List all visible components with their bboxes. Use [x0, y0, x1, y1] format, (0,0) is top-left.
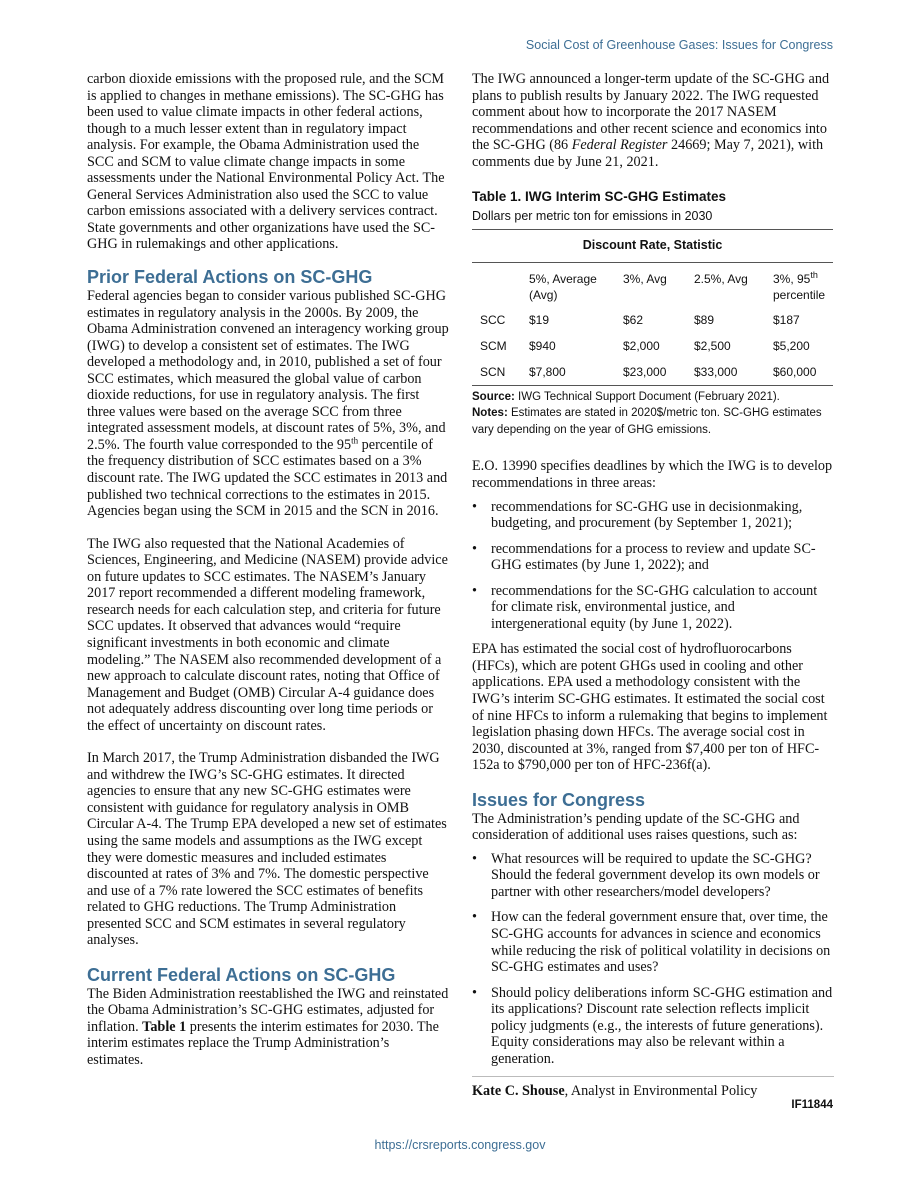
superscript: th [351, 435, 359, 446]
table-cell: $940 [529, 338, 556, 353]
table-group-header-row [472, 230, 833, 263]
source-text: IWG Technical Support Document (February 2021). [514, 390, 780, 403]
table-group-header: Discount Rate, Statistic [472, 230, 833, 263]
paragraph-text: 24669; May 7, 2021), with comments due by June 21, 2021. [472, 137, 824, 170]
paragraph: carbon dioxide emissions with the proposed rule, and the SCM is applied to changes in methane emissions). The SC-GHG has been used to value climate impacts in other federal actions, though to a much lesser extent than in regulatory impact analysis. For example, the Obama Administration used the SCC and SCM to value climate change impacts in some assessments under the National Environmental Policy Act. The General Services Administration also used the SCC to value carbon emissions associated with a delivery services contract. State governments and other organizations have used the SC-GHG in rulemakings and other applications. [87, 71, 445, 253]
section-heading-current-federal-actions: Current Federal Actions on SC-GHG [87, 964, 396, 985]
table-cell: $60,000 [773, 359, 833, 386]
table-notes [472, 389, 834, 439]
table-title: Table 1. IWG Interim SC-GHG Estimates [472, 189, 727, 205]
table-cell: $19 [529, 312, 550, 327]
table-column-header-row [472, 262, 833, 307]
table-corner-cell [472, 262, 529, 307]
column-header: 2.5%, Avg [694, 271, 748, 286]
paragraph [87, 986, 449, 1069]
estimates-table [472, 229, 833, 386]
list-item-text: recommendations for a process to review and update SC-GHG estimates (by June 1, 2022); and [491, 540, 816, 574]
author-title: , Analyst in Environmental Policy [564, 1083, 758, 1100]
paragraph: E.O. 13990 specifies deadlines by which the IWG is to develop recommendations in three areas: [472, 458, 833, 491]
paragraph: EPA has estimated the social cost of hydrofluorocarbons (HFCs), which are potent GHGs used in cooling and other applications. EPA used a methodology consistent with the IWG’s interim SC-GHG estimates. It estimated the social cost of nine HFCs to inform a rulemaking that begins to implement legislation phasing down HFCs. The average social cost in 2030, discounted at 3%, ranged from $7,400 per ton of HFC-152a to $790,000 per ton of HFC-236f(a). [472, 641, 828, 774]
section-heading-issues-for-congress: Issues for Congress [472, 789, 646, 810]
list-item [472, 851, 834, 901]
bullet-icon: • [472, 850, 477, 867]
table-reference: Table 1 [142, 1018, 187, 1035]
right-column [472, 71, 834, 1100]
notes-text: Estimates are stated in 2020$/metric ton. SC-GHG estimates vary depending on the year of GHG emissions. [472, 407, 822, 436]
column-header-text: 3%, 95 [773, 271, 811, 286]
section-heading-prior-federal-actions: Prior Federal Actions on SC-GHG [87, 267, 373, 288]
row-label: SCN [472, 359, 529, 386]
table-cell: $2,500 [694, 338, 731, 353]
column-header-text: percentile [773, 287, 826, 302]
list-item-text: How can the federal government ensure that, over time, the SC-GHG accounts for advances in science and economics while reducing the risk of political volatility in decisions on SC-GHG estimates and uses? [491, 909, 831, 976]
bullet-icon: • [472, 582, 477, 599]
source-label: Source: [472, 390, 515, 403]
list-item-text: What resources will be required to update the SC-GHG? Should the federal government develop its own models or partner with other researchers/model developers? [491, 850, 820, 900]
list-item-text: Should policy deliberations inform SC-GHG estimation and its applications? Discount rate selection reflects implicit policy judgments (e.g., the interests of future generations). Equity considerations may also be relevant within a generation. [491, 984, 833, 1067]
table-row [472, 333, 833, 359]
table-row [472, 307, 833, 333]
column-header: 5%, Average (Avg) [529, 271, 597, 302]
bullet-icon: • [472, 909, 477, 926]
table-cell: $187 [773, 312, 800, 327]
table-row [472, 359, 833, 386]
row-label: SCM [480, 338, 507, 353]
table-subtitle: Dollars per metric ton for emissions in 2030 [472, 208, 713, 223]
list-item-text: recommendations for the SC-GHG calculation to account for climate risk, environmental justice, and intergenerational equity (by June 1, 2022). [491, 582, 818, 632]
paragraph: The Administration’s pending update of the SC-GHG and consideration of additional uses raises questions, such as: [472, 810, 800, 844]
paragraph-text: presents the interim estimates for 2030. The interim estimates replace the Trump Administration’s estimates. [87, 1018, 439, 1068]
paragraph [87, 288, 449, 520]
running-header: Social Cost of Greenhouse Gases: Issues for Congress [525, 38, 833, 52]
table-cell: $89 [694, 312, 715, 327]
list-item [472, 909, 834, 975]
paragraph-text: Federal agencies began to consider various published SC-GHG estimates in regulatory analysis in the 2000s. By 2009, the Obama Administration convened an interagency working group (IWG) to develop a consistent set of estimates. The IWG developed a methodology and, in 2010, published a set of four SCC estimates, which measured the global value of carbon dioxide reductions, for use in regulatory analysis. The first three values were based on the average SCC from three integrated assessment models, at discount rates of 5%, 3%, and 2.5%. The fourth value corresponded to the 95 [87, 288, 449, 453]
column-header: 3%, Avg [623, 271, 667, 286]
paragraph-text: percentile of the frequency distribution of SCC estimates based on a 3% discount rate. The IWG updated the SCC estimates in 2013 and published two technical corrections to the estimates in 2015. Agencies began using the SCM in 2015 and the SCN in 2016. [87, 436, 448, 520]
table-cell: $5,200 [773, 338, 810, 353]
list-item [472, 985, 834, 1068]
author-signature [472, 1076, 834, 1100]
table-cell: $7,800 [529, 359, 623, 386]
paragraph: The IWG also requested that the National Academies of Sciences, Engineering, and Medicine (NASEM) provide advice on future updates to SCC estimates. The NASEM’s January 2017 report recommended a different modeling framework, research needs for each calculation step, and criteria for future SCC updates. It observed that advances would “require significant investments in both economic and climate modeling.” The NASEM also recommended development of a new approach to calculate discount rates, noting that Office of Management and Budget (OMB) Circular A-4 guidance does not adequately address discounting over long time periods or the effect of uncertainty on discount rates. [87, 535, 448, 734]
paragraph: In March 2017, the Trump Administration disbanded the IWG and withdrew the IWG’s SC-GHG estimates. It directed agencies to ensure that any new SC-GHG estimates were consistent with guidance for regulatory analysis in OMB Circular A-4. The Trump EPA developed a new set of estimates using the same models and assumptions as the IWG except they were domestic measures and included estimates discounted at rates of 3% and 7%. The domestic perspective and use of a 7% rate lowered the SCC estimates of benefits related to GHG reductions. The Trump Administration presented SCC and SCM estimates in several regulatory analyses. [87, 750, 447, 949]
author-name: Kate C. Shouse [472, 1083, 565, 1100]
publication-name: Federal Register [571, 137, 668, 154]
report-id: IF11844 [791, 1099, 833, 1111]
paragraph-text: The IWG announced a longer-term update of the SC-GHG and plans to publish results by January 2022. The IWG requested comment about how to incorporate the 2017 NASEM recommendations and other recent science and economics into the SC-GHG (86 [472, 71, 830, 154]
list-item [472, 499, 834, 532]
bullet-icon: • [472, 540, 477, 557]
list-item [472, 541, 834, 574]
bullet-icon: • [472, 984, 477, 1001]
superscript: th [810, 269, 818, 280]
bullet-icon: • [472, 498, 477, 515]
list-item-text: recommendations for SC-GHG use in decisionmaking, budgeting, and procurement (by September 1, 2021); [491, 498, 803, 532]
table-cell: $23,000 [623, 359, 694, 386]
table-cell: $33,000 [694, 359, 773, 386]
footer-url-link[interactable]: https://crsreports.congress.gov [374, 1138, 546, 1152]
table-cell: $2,000 [623, 338, 660, 353]
notes-label: Notes: [472, 407, 508, 420]
paragraph-text: The Biden Administration reestablished the IWG and reinstated the Obama Administration’s SC-GHG estimates, adjusted for inflation. [87, 985, 449, 1035]
column-header [773, 262, 833, 307]
deadline-list [472, 499, 834, 633]
paragraph [472, 71, 834, 170]
list-item [472, 583, 834, 633]
questions-list [472, 851, 834, 1068]
row-label: SCC [480, 312, 506, 327]
left-column [87, 71, 449, 1069]
table-note [472, 405, 834, 438]
table-cell: $62 [623, 312, 644, 327]
table-source [472, 389, 834, 406]
